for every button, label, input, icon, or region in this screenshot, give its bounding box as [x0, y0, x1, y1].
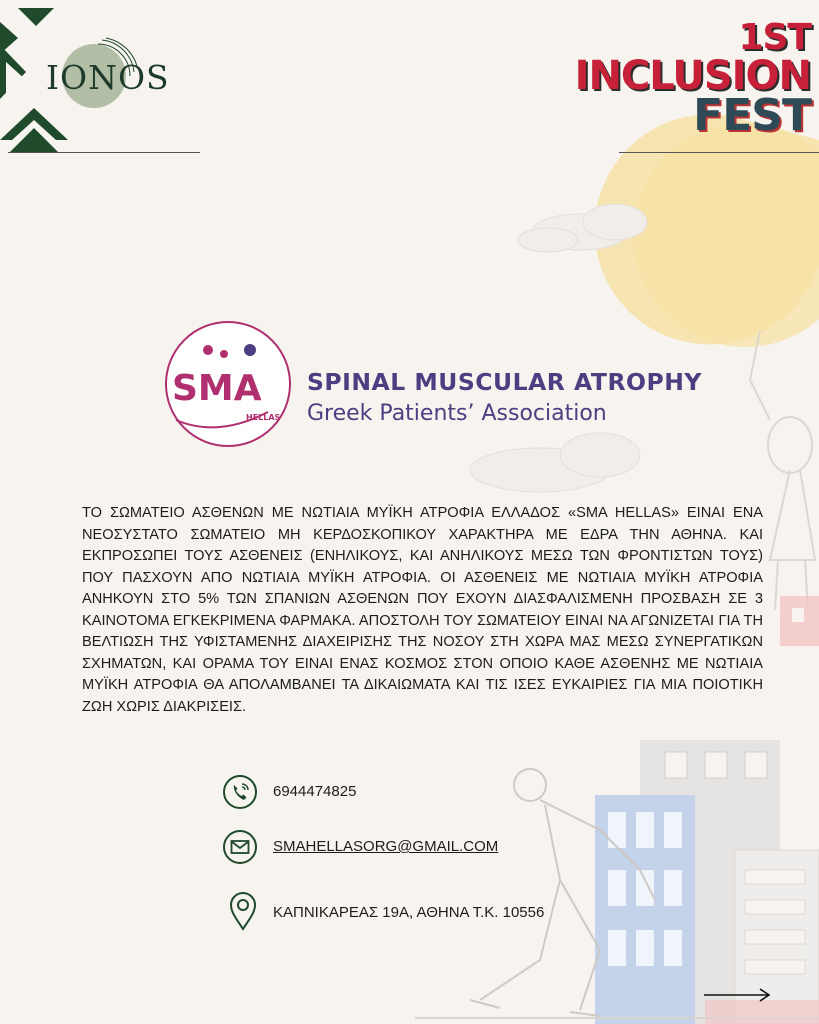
- header-left-rule: [8, 152, 200, 153]
- location-pin-icon: [228, 891, 258, 931]
- sma-logo-text: SMA: [172, 368, 262, 409]
- association-subtitle: Greek Patients’ Association: [307, 401, 607, 426]
- festival-title-line-2: INCLUSION: [574, 53, 811, 99]
- festival-title-line-3: FEST: [693, 90, 811, 141]
- contact-address: ΚΑΠΝΙΚΑΡΕΑΣ 19Α, ΑΘΗΝΑ Τ.Κ. 10556: [273, 904, 545, 921]
- sma-hellas-logo: [158, 320, 298, 450]
- header-right-rule: [619, 152, 819, 153]
- festival-title-line-1: 1ST: [738, 17, 811, 58]
- association-title: SPINAL MUSCULAR ATROPHY: [307, 368, 702, 396]
- association-description: ΤΟ ΣΩΜΑΤΕΙΟ ΑΣΘΕΝΩΝ ΜΕ ΝΩΤΙΑΙΑ ΜΥΪΚΗ ΑΤΡΟΦΙΑ ΕΛΛΑΔΟΣ «SMA HELLAS» ΕΙΝΑΙ ΕΝΑ ΝΕΟΣΥΣΤΑΤΟ ΣΩΜΑΤΕΙΟ ΜΗ ΚΕΡΔΟΣΚΟΠΙΚΟΥ ΧΑΡΑΚΤΗΡΑ ΜΕ ΕΔΡΑ ΤΗΝ ΑΘΗΝΑ. ΚΑΙ ΕΚΠΡΟΣΩΠΕΙ ΤΟΥΣ ΑΣΘΕΝΕΙΣ (ΕΝΗΛΙΚΟΥΣ, ΚΑΙ ΑΝΗΛΙΚΟΥΣ ΜΕΣΩ ΤΩΝ ΦΡΟΝΤΙΣΤΩΝ ΤΟΥΣ) ΠΟΥ ΠΑΣΧΟΥΝ ΑΠΟ ΝΩΤΙΑΙΑ ΜΥΪΚΗ ΑΤΡΟΦΙΑ. ΟΙ ΑΣΘΕΝΕΙΣ ΜΕ ΝΩΤΙΑΙΑ ΜΥΪΚΗ ΑΤΡΟΦΙΑ ΑΝΗΚΟΥΝ ΣΤΟ 5% ΤΩΝ ΣΠΑΝΙΩΝ ΑΣΘΕΝΩΝ ΠΟΥ ΕΧΟΥΝ ΔΙΑΣΦΑΛΙΣΜΕΝΗ ΠΡΟΣΒΑΣΗ ΣΕ 3 ΚΑΙΝΟΤΟΜΑ ΕΓΚΕΚΡΙΜΕΝΑ ΦΑΡΜΑΚΑ. ΑΠΟΣΤΟΛΗ ΤΟΥ ΣΩΜΑΤΕΙΟΥ ΕΙΝΑΙ ΝΑ ΑΓΩΝΙΖΕΤΑΙ ΓΙΑ ΤΗ ΒΕΛΤΙΩΣΗ ΤΗΣ ΥΦΙΣΤΑΜΕΝΗΣ ΔΙΑΧΕΙΡΙΣΗΣ ΤΗΣ ΝΟΣΟΥ ΣΤΗ ΧΩΡΑ ΜΑΣ ΜΕΣΩ ΣΥΝΕΡΓΑΤΙΚΩΝ ΣΧΗΜΑΤΩΝ, ΚΑΙ ΟΡΑΜΑ ΤΟΥ ΕΙΝΑΙ ΕΝΑΣ ΚΟΣΜΟΣ ΣΤΟΝ ΟΠΟΙΟ ΚΑΘΕ ΑΣΘΕΝΗΣ ΜΕ ΝΩΤΙΑΙΑ ΜΥΪΚΗ ΑΤΡΟΦΙΑ ΘΑ ΑΠΟΛΑΜΒΑΝΕΙ ΤΑ ΔΙΚΑΙΩΜΑΤΑ ΚΑΙ ΤΙΣ ΙΣΕΣ ΕΥΚΑΙΡΙΕΣ ΓΙΑ ΜΙΑ ΠΟΙΟΤΙΚΗ ΖΩΗ ΧΩΡΙΣ ΔΙΑΚΡΙΣΕΙΣ.: [82, 505, 763, 715]
- contact-email-link[interactable]: SMAHELLASORG@GMAIL.COM: [273, 838, 499, 855]
- envelope-icon: [222, 829, 258, 865]
- phone-icon: [222, 774, 258, 810]
- ionos-logo-text: IONOS: [46, 58, 170, 97]
- arrow-right-icon[interactable]: [702, 985, 772, 1005]
- sma-logo-subtext: HELLAS: [246, 413, 281, 422]
- contact-phone[interactable]: 6944474825: [273, 783, 357, 800]
